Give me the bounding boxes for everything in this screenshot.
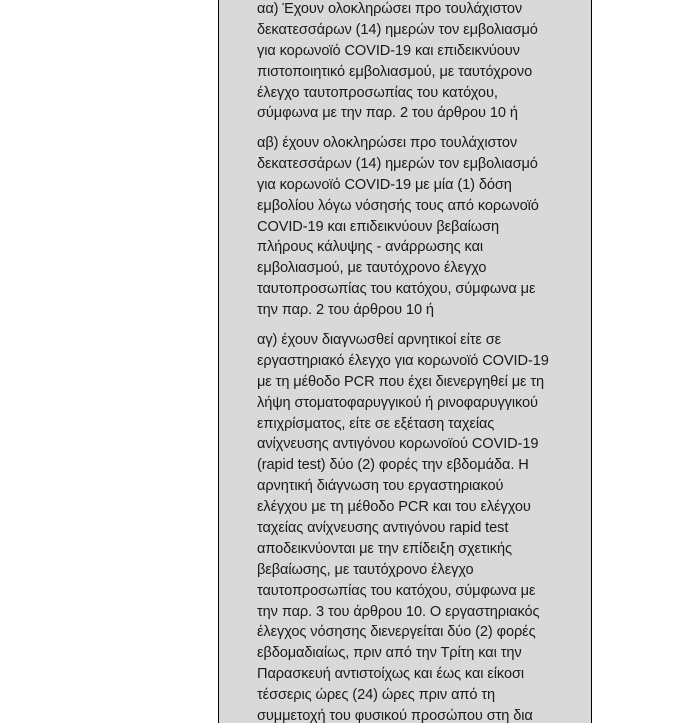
text-line: αγ) έχουν διαγνωσθεί αρνητικοί είτε σε xyxy=(257,332,502,348)
text-line: δεκατεσσάρων (14) ημερών τον εμβολιασμό xyxy=(257,155,538,172)
text-line: με τη μέθοδο PCR που έχει διενεργηθεί με τη xyxy=(257,373,545,390)
text-line: βεβαίωσης, με ταυτόχρονο έλεγχο xyxy=(257,561,474,578)
text-line: εργαστηριακό έλεγχο για κορωνοϊό COVID-19 xyxy=(257,352,549,369)
text-line: (rapid test) δύο (2) φορές την εβδομάδα. Η xyxy=(257,457,529,474)
text-line: Παρασκευή αντιστοίχως και έως και είκοσι xyxy=(257,666,525,683)
text-line: εμβολιασμού, με ταυτόχρονο έλεγχο xyxy=(257,260,487,277)
text-line: αρνητική διάγνωση του εργαστηριακού xyxy=(257,478,504,495)
text-line: την παρ. 2 του άρθρου 10 ή xyxy=(257,302,434,319)
paragraph-ab xyxy=(257,133,583,321)
paragraph-ag xyxy=(257,330,583,723)
text-line: ταχείας ανίχνευσης αντιγόνου rapid test xyxy=(257,520,509,537)
text-line: συμμετοχή του φυσικού προσώπου στη δια xyxy=(257,708,533,723)
text-line: σύμφωνα με την παρ. 2 του άρθρου 10 ή xyxy=(257,105,518,122)
text-line: ταυτοπροσωπίας του κατόχου, σύμφωνα με xyxy=(257,281,536,298)
text-line: ανίχνευσης αντιγόνου κορωνοϊού COVID-19 xyxy=(257,436,539,453)
text-line: αποδεικνύονται με την επίδειξη σχετικής xyxy=(257,540,512,557)
text-line: έλεγχος νόσησης διενεργείται δύο (2) φορές xyxy=(257,624,536,641)
text-line: ταυτοπροσωπίας του κατόχου, σύμφωνα με xyxy=(257,582,536,599)
text-line: εμβολίου λόγω νόσησής τους από κορωνοϊό xyxy=(257,197,539,214)
paragraph-aa xyxy=(257,0,583,124)
text-line: αβ) έχουν ολοκληρώσει προ τουλάχιστον xyxy=(257,135,518,151)
text-line: επιχρίσματος, είτε σε εξέταση ταχείας xyxy=(257,415,495,432)
text-line: αα) Έχουν ολοκληρώσει προ τουλάχιστον xyxy=(257,1,523,17)
text-line: πλήρους κάλυψης - ανάρρωσης και xyxy=(257,239,484,256)
text-line: λήψη στοματοφαρυγγικού ή ρινοφαρυγγικού xyxy=(257,394,538,411)
text-line: τέσσερις ώρες (24) ώρες πριν από τη xyxy=(257,687,496,704)
text-line: εβδομαδιαίως, πριν από την Τρίτη και την xyxy=(257,645,522,662)
text-line: την παρ. 3 του άρθρου 10. Ο εργαστηριακός xyxy=(257,603,540,620)
text-line: για κορωνοϊό COVID-19 και επιδεικνύουν xyxy=(257,42,520,59)
text-line: για κορωνοϊό COVID-19 με μία (1) δόση xyxy=(257,176,512,193)
text-line: ελέγχου με τη μέθοδο PCR και του ελέγχου xyxy=(257,499,531,516)
text-line: COVID-19 και επιδεικνύουν βεβαίωση xyxy=(257,218,500,235)
text-line: πιστοποιητικό εμβολιασμού, με ταυτόχρονο xyxy=(257,63,533,80)
text-line: έλεγχο ταυτοπροσωπίας του κατόχου, xyxy=(257,84,498,101)
text-line: δεκατεσσάρων (14) ημερών τον εμβολιασμό xyxy=(257,21,538,38)
